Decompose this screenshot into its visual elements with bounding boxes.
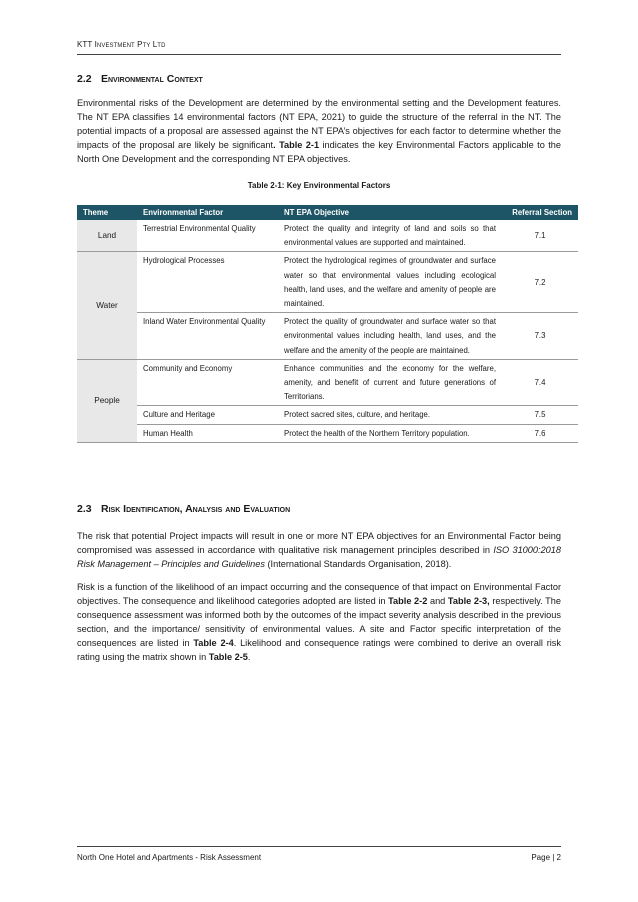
- referral-section-cell: 7.3: [502, 313, 578, 360]
- table-caption: Table 2-1: Key Environmental Factors: [247, 181, 391, 190]
- objective-cell: Protect the quality of groundwater and surface water so that environmental values including health, land uses, and the welfare and the amenity of the people are maintained.: [278, 313, 502, 360]
- referral-section-cell: 7.4: [502, 359, 578, 406]
- para-text: Environmental risks of the Development are determined by the environmental setting and the Development features. The NT EPA classifies 14 environmental factors (NT EPA, 2021) to guide the structure of the referral in the NT. The potential impacts of a proposal are assessed against the NT EPA’s objectives for each factor to determine whether the impacts of the proposal are likely be significant: [77, 98, 561, 151]
- header-referral-section: Referral Section: [502, 205, 578, 220]
- referral-section-cell: 7.2: [502, 252, 578, 313]
- factor-cell: Terrestrial Environmental Quality: [137, 220, 278, 252]
- table-reference: Table 2-2: [388, 596, 428, 607]
- para-text: respectively. The consequence assessment was informed both by the outcomes of the impact severity analysis described in the previous section, and the importance/ sensitivity of environmental values. A site and Factor specific interpretation of the consequences are listed in: [77, 596, 561, 649]
- footer-document-title: North One Hotel and Apartments - Risk Assessment: [77, 853, 262, 862]
- para-text: and: [427, 596, 448, 607]
- referral-section-cell: 7.1: [502, 220, 578, 252]
- table-reference: Table 2-3,: [447, 596, 490, 607]
- table-header-row: [77, 205, 578, 220]
- heading-environmental-context: [77, 73, 203, 85]
- environmental-context-paragraph: [77, 96, 561, 166]
- page-header: [77, 40, 561, 55]
- section-title: Risk Identification, Analysis and Evaluation: [101, 503, 291, 515]
- objective-cell: Protect sacred sites, culture, and heritage.: [278, 406, 502, 424]
- section-number: 2.3: [77, 503, 92, 515]
- para-text: (International Standards Organisation, 2018).: [264, 559, 452, 570]
- para-text: . Likelihood and consequence ratings were combined to derive an overall risk rating using the matrix shown in: [77, 638, 561, 663]
- referral-section-cell: 7.6: [502, 424, 578, 442]
- risk-paragraph-2: [77, 580, 561, 665]
- table-row: [77, 313, 578, 360]
- section-number: 2.2: [77, 73, 92, 85]
- para-text: .: [247, 652, 251, 663]
- factor-cell: Community and Economy: [137, 359, 278, 406]
- table-row: [77, 406, 578, 424]
- table-row: [77, 424, 578, 442]
- page-footer: [77, 846, 561, 862]
- referral-section-cell: 7.5: [502, 406, 578, 424]
- environmental-factors-table: [77, 205, 578, 443]
- para-text: Risk is a function of the likelihood of an impact occurring and the consequence of that impact on Environmental Factor objectives. The consequence and likelihood categories adopted are listed in: [77, 582, 561, 607]
- standard-reference: ISO 31000:2018 Risk Management – Principles and Guidelines: [77, 545, 562, 570]
- objective-cell: Protect the quality and integrity of land and soils so that environmental values are supported and maintained.: [278, 220, 502, 252]
- table-row: [77, 359, 578, 406]
- table-row: [77, 252, 578, 313]
- factor-cell: Hydrological Processes: [137, 252, 278, 313]
- theme-cell: People: [77, 359, 137, 442]
- header-theme: Theme: [77, 205, 137, 220]
- header-factor: Environmental Factor: [137, 205, 278, 220]
- header-objective: NT EPA Objective: [278, 205, 502, 220]
- objective-cell: Protect the health of the Northern Territory population.: [278, 424, 502, 442]
- company-name: KTT Investment Pty Ltd: [77, 40, 166, 49]
- heading-risk-identification: [77, 503, 290, 515]
- table-reference: Table 2-5: [208, 652, 248, 663]
- table-reference: Table 2-4: [193, 638, 234, 649]
- section-title: Environmental Context: [101, 73, 203, 85]
- table-row: [77, 220, 578, 252]
- para-text: The risk that potential Project impacts will result in one or more NT EPA objectives for an Environmental Factor being compromised was assessed in accordance with qualitative risk management principles described in: [77, 531, 561, 556]
- objective-cell: Enhance communities and the economy for the welfare, amenity, and benefit of current and future generations of Territorians.: [278, 359, 502, 406]
- theme-cell: Water: [77, 252, 137, 359]
- objective-cell: Protect the hydrological regimes of groundwater and surface water so that environmental values including ecological health, land uses, and the welfare and amenity of people are maintained.: [278, 252, 502, 313]
- para-text: indicates the key Environmental Factors applicable to the North One Development and the corresponding NT EPA objectives.: [77, 140, 561, 165]
- factor-cell: Culture and Heritage: [137, 406, 278, 424]
- factor-cell: Human Health: [137, 424, 278, 442]
- table-reference: . Table 2-1: [273, 140, 320, 151]
- theme-cell: Land: [77, 220, 137, 252]
- factor-cell: Inland Water Environmental Quality: [137, 313, 278, 360]
- page-number: Page | 2: [531, 853, 561, 862]
- risk-paragraph-1: [77, 529, 561, 571]
